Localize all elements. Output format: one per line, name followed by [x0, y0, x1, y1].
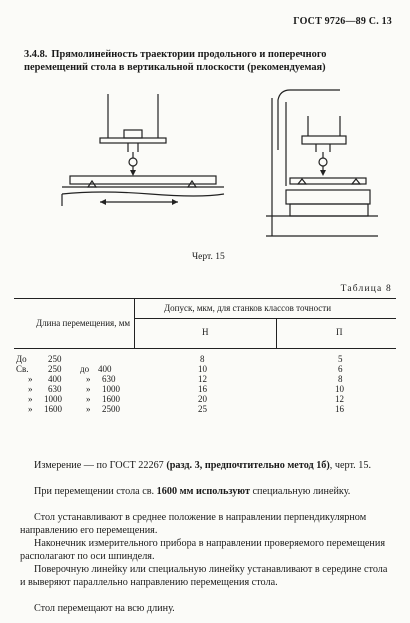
paragraph-table-position: Стол устанавливают в среднее положение в направлении перпендикулярном направлению его перемещения.: [20, 512, 367, 536]
figure-drawing: [40, 86, 390, 246]
figure-caption: Черт. 15: [192, 252, 225, 262]
section-heading: [24, 48, 390, 74]
col-group-header: Допуск, мкм, для станков классов точности: [164, 303, 332, 313]
col-header-class-p: П: [336, 327, 343, 337]
section-number: 3.4.8.: [24, 49, 48, 60]
tolerance-table: Допуск, мкм, для станков классов точности Длина перемещения, мм Н П До 250 8 5 Св. 250 до 400 10 6 » 400 » 630 12 8 » 630 » 1000 16 10 » 1000 » 1600 20 12 » 1600 » 2500 25 16: [14, 298, 396, 416]
page-header: ГОСТ 9726—89 С. 13: [293, 16, 392, 27]
paragraph-ruler: При перемещении стола св. 1600 мм используют специальную линейку.: [34, 486, 351, 497]
paragraph-move-table: Стол перемещают на всю длину.: [34, 603, 175, 614]
table-subheader-rule: [134, 318, 396, 319]
col-header-length: Длина перемещения, мм: [36, 318, 131, 328]
paragraph-ruler-setup: Поверочную линейку или специальную линейку устанавливают в середине стола и выверяют параллельно направлению перемещения стола.: [20, 564, 388, 588]
table-col-divider: [134, 298, 135, 348]
col-header-class-h: Н: [202, 327, 209, 337]
left-machine-drawing: [62, 94, 224, 206]
paragraph-indicator: Наконечник измерительного прибора в направлении проверяемого перемещения располагают по оси шпинделя.: [20, 538, 386, 562]
right-machine-drawing: [266, 90, 378, 236]
table-top-rule: [14, 298, 396, 299]
table-col-divider: [276, 318, 277, 348]
table-header-rule: [14, 348, 396, 349]
paragraph-measurement: Измерение — по ГОСТ 22267 (разд. 3, предпочтительно метод 1б), черт. 15.: [34, 460, 371, 471]
section-title: Прямолинейность траектории продольного и поперечного перемещений стола в вертикальной плоскости (рекомендуемая): [24, 49, 327, 73]
table-label: Таблица 8: [340, 284, 392, 294]
